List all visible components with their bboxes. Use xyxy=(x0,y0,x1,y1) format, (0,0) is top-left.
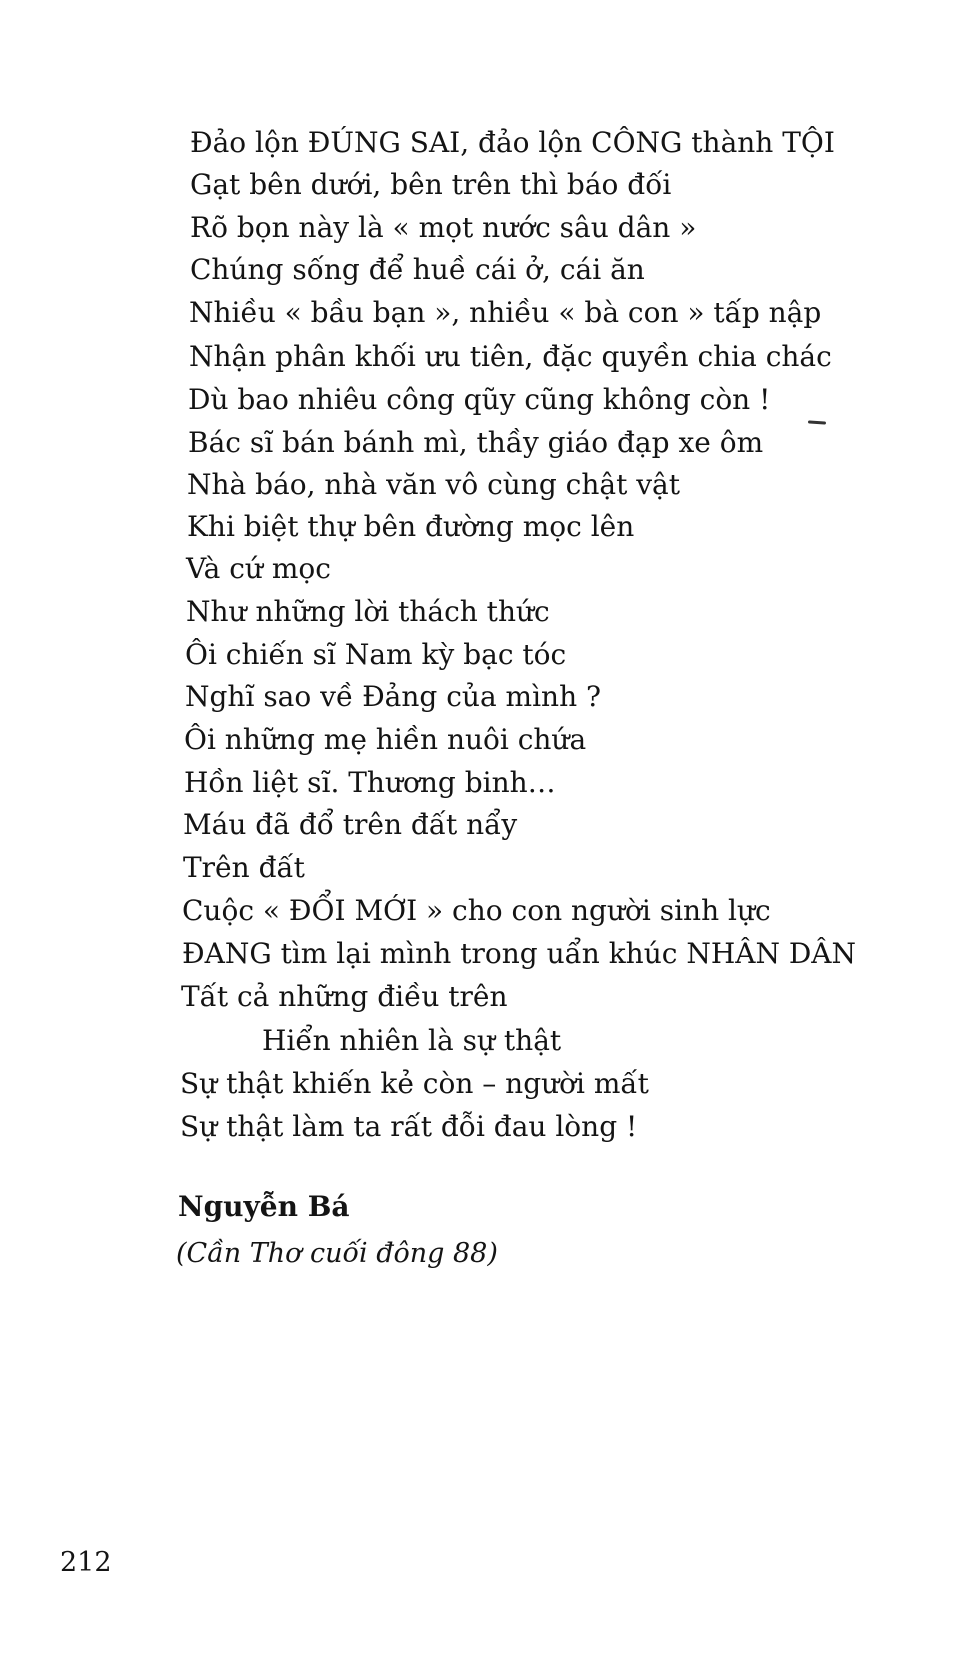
poem-line: Hồn liệt sĩ. Thương binh… xyxy=(184,766,556,799)
poem-line: Ôi chiến sĩ Nam kỳ bạc tóc xyxy=(185,638,567,671)
poem-line: Cuộc « ĐỔI MỚI » cho con người sinh lực xyxy=(182,894,771,927)
poem-line: Như những lời thách thức xyxy=(186,595,550,628)
poem-line: Đảo lộn ĐÚNG SAI, đảo lộn CÔNG thành TỘI xyxy=(190,126,835,159)
poem-line: Rõ bọn này là « mọt nước sâu dân » xyxy=(190,211,697,244)
author-name: Nguyễn Bá xyxy=(178,1190,350,1223)
poem-line: Trên đất xyxy=(183,851,305,884)
poem-line: Dù bao nhiêu công qũy cũng không còn ! xyxy=(188,383,771,416)
poem-line: Máu đã đổ trên đất nẩy xyxy=(183,808,518,841)
poem-line: Nhận phân khối ưu tiên, đặc quyền chia chác xyxy=(189,340,832,373)
poem-line: Bác sĩ bán bánh mì, thầy giáo đạp xe ôm xyxy=(188,426,764,459)
page-number: 212 xyxy=(60,1547,112,1578)
poem-line: Nghĩ sao về Đảng của mình ? xyxy=(185,680,602,713)
poem-line: Tất cả những điều trên xyxy=(181,980,508,1013)
poem-line: ĐANG tìm lại mình trong uẩn khúc NHÂN DÂN xyxy=(182,937,857,970)
poem-line: Ôi những mẹ hiền nuôi chứa xyxy=(184,723,587,756)
place-date-note: (Cần Thơ cuối đông 88) xyxy=(176,1238,498,1269)
poem-line: Gạt bên dưới, bên trên thì báo đối xyxy=(190,168,672,201)
poem-line: Nhiều « bầu bạn », nhiều « bà con » tấp nập xyxy=(189,296,822,329)
poem-line: Sự thật làm ta rất đỗi đau lòng ! xyxy=(180,1110,638,1143)
poem-line: Khi biệt thự bên đường mọc lên xyxy=(187,510,635,543)
poem-line: Chúng sống để huề cái ở, cái ăn xyxy=(190,253,645,286)
poem-line: Nhà báo, nhà văn vô cùng chật vật xyxy=(187,468,680,501)
poem-line: Hiển nhiên là sự thật xyxy=(262,1024,562,1057)
poem-line: Sự thật khiến kẻ còn – người mất xyxy=(180,1067,649,1100)
poem-line: Và cứ mọc xyxy=(186,552,331,585)
